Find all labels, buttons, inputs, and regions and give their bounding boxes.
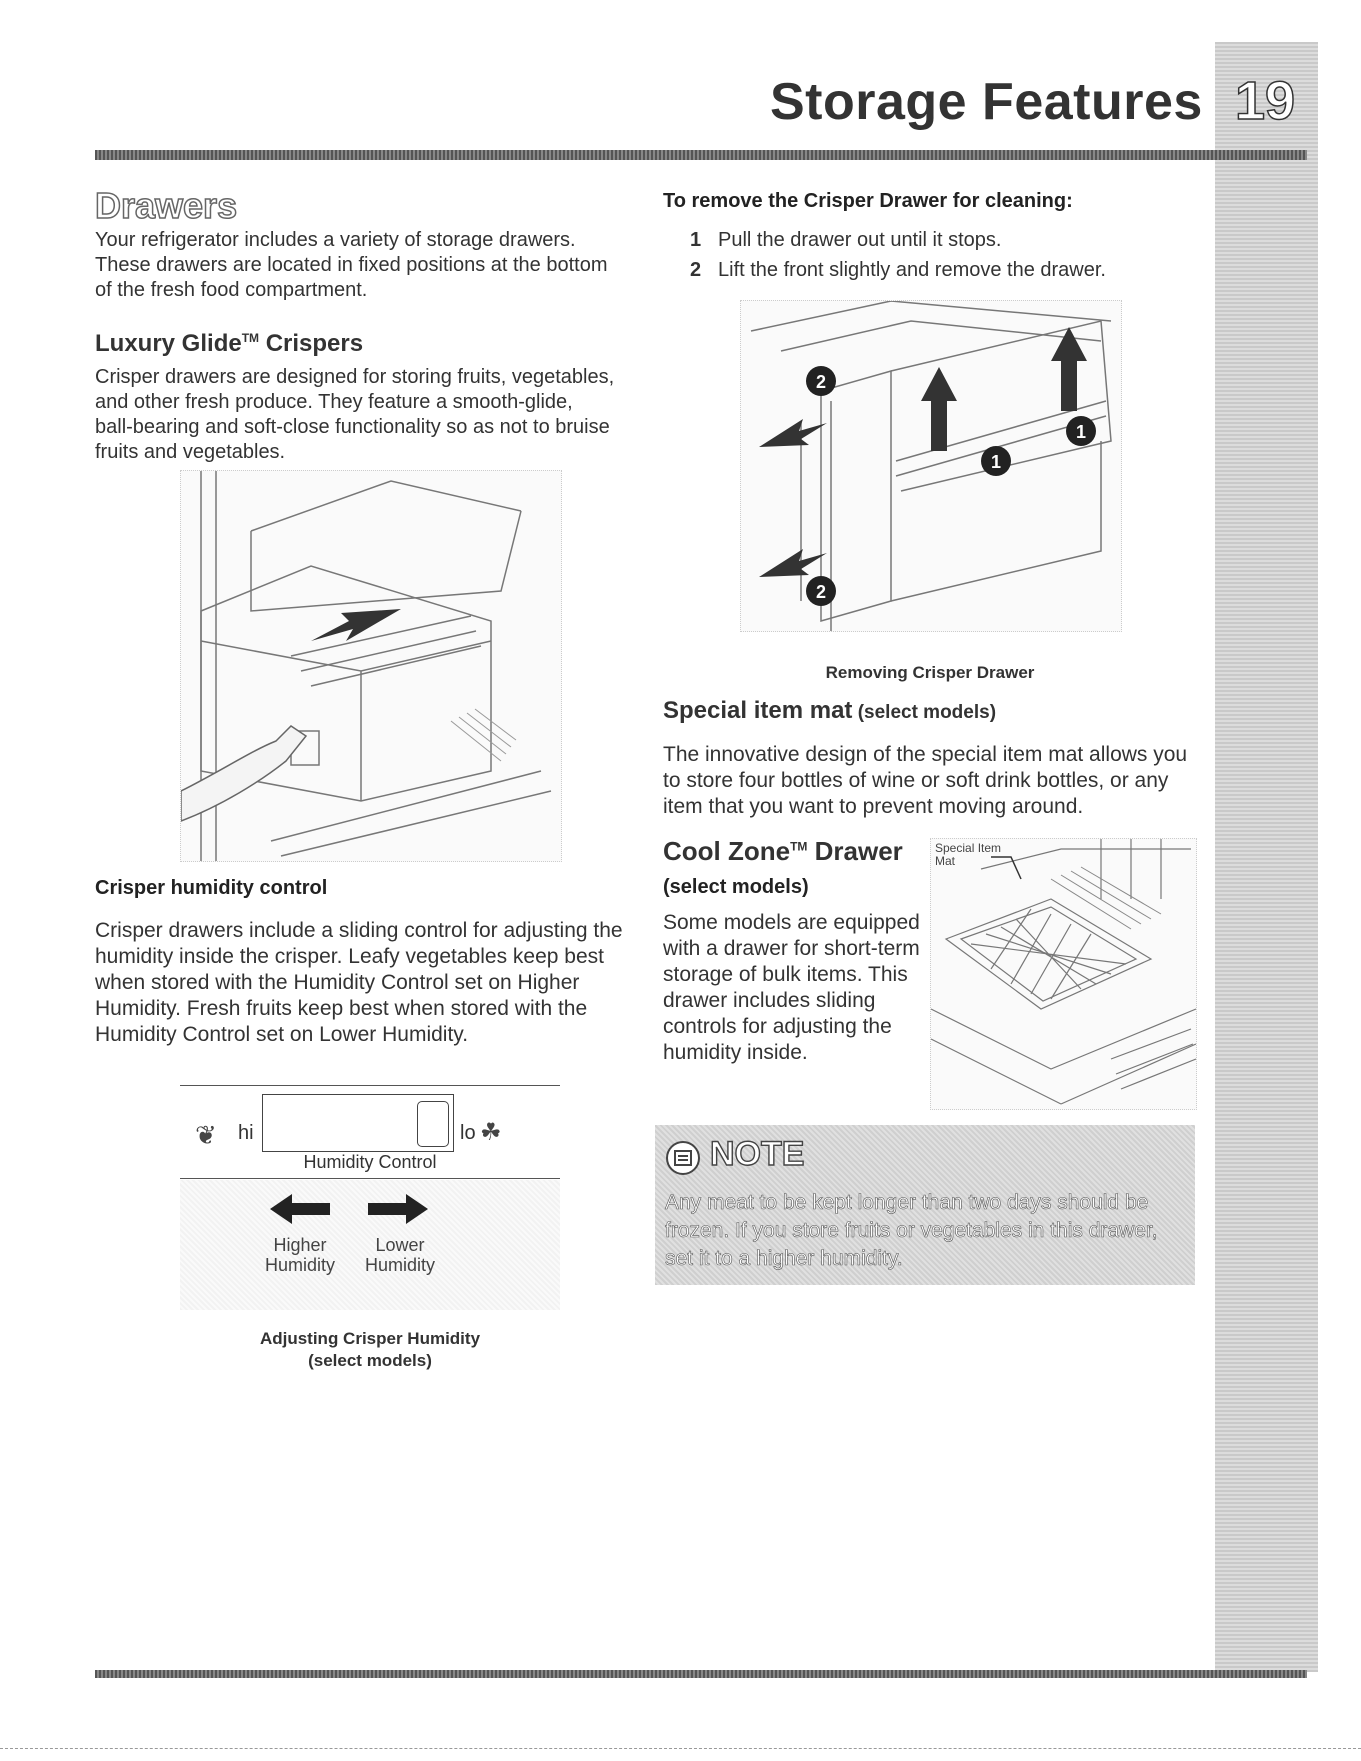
callout-2-top: 2 [815,372,827,392]
lower-arrow-icon [368,1194,428,1229]
page-number: 19 [1235,71,1296,131]
drawers-heading: Drawers [95,185,238,226]
special-mat-heading: Special item mat (select models) [663,697,997,724]
special-mat-text: The innovative design of the special item mat allows you to store four bottles of wine or soft drink bottles, or any item that you want to prevent moving around. [663,743,1188,818]
higher-humidity-label: Higher Humidity [264,1235,335,1275]
side-tab-bar [1215,42,1318,1672]
hi-label: hi [238,1122,254,1144]
lettuce-icon: ❦ [195,1120,217,1150]
note-icon [665,1140,701,1181]
coolzone-heading: Cool Zone™ Drawer [663,836,903,866]
lo-label: lo [460,1122,476,1144]
fruit-icon: ☘ [480,1119,502,1146]
humidity-heading: Crisper humidity control [95,877,328,899]
callout-2-bottom: 2 [815,582,827,602]
coolzone-subheading: (select models) [663,876,809,898]
callout-1-right: 1 [1075,422,1087,442]
luxury-glide-text: Crisper drawers are designed for storing fruits, vegetables, and other fresh produce. They feature a smooth-glide, ball-bearing and soft-close functionality so as not to bruise fruits and vegetables. [95,366,615,463]
footer-rule [95,1670,1307,1678]
diagram-top-line [180,1085,560,1086]
lower-humidity-label: Lower Humidity [364,1235,435,1275]
higher-arrow-icon [270,1194,330,1229]
diagram-mid-line [180,1178,560,1179]
remove-step-2: 2 Lift the front slightly and remove the drawer. [690,259,1106,281]
humidity-caption: Adjusting Crisper Humidity (select models) [259,1329,481,1370]
callout-1-left: 1 [990,452,1002,472]
coolzone-text: Some models are equipped with a drawer for short-term storage of bulk items. This drawer includes sliding controls for adjusting the humidity inside. [663,911,920,1064]
footer-divider [0,1748,1361,1750]
remove-step-1: 1 Pull the drawer out until it stops. [690,229,1002,251]
remove-heading: To remove the Crisper Drawer for cleaning: [663,190,1073,212]
page-title: Storage Features [770,73,1203,131]
drawers-intro: Your refrigerator includes a variety of storage drawers. These drawers are located in fixed positions at the bottom of the fresh food compartment. [95,229,608,301]
special-item-mat-illustration [930,838,1197,1110]
remove-steps [690,225,1170,285]
special-item-mat-label: Special Item Mat [935,841,1002,868]
humidity-slider-track[interactable] [262,1094,454,1152]
humidity-control-label: Humidity Control [303,1152,437,1172]
header-rule [95,150,1307,160]
crisper-drawer-illustration [180,470,562,862]
humidity-text: Crisper drawers include a sliding control for adjusting the humidity inside the crisper. Leafy vegetables keep best when stored with the Humidity Control set on Higher Humidity. Fresh fruits keep best when stored with the Humidity Control set on Lower Humidity. [95,919,623,1046]
note-text: Any meat to be kept longer than two days should be frozen. If you store fruits or vegetables in this drawer, set it to a higher humidity. [665,1191,1158,1270]
removing-drawer-caption: Removing Crisper Drawer [825,663,1035,682]
humidity-slider-knob[interactable] [417,1101,449,1147]
removing-drawer-illustration [740,300,1122,632]
note-title: NOTE [710,1135,805,1173]
luxury-glide-heading: Luxury Glide™ Crispers [95,330,364,357]
